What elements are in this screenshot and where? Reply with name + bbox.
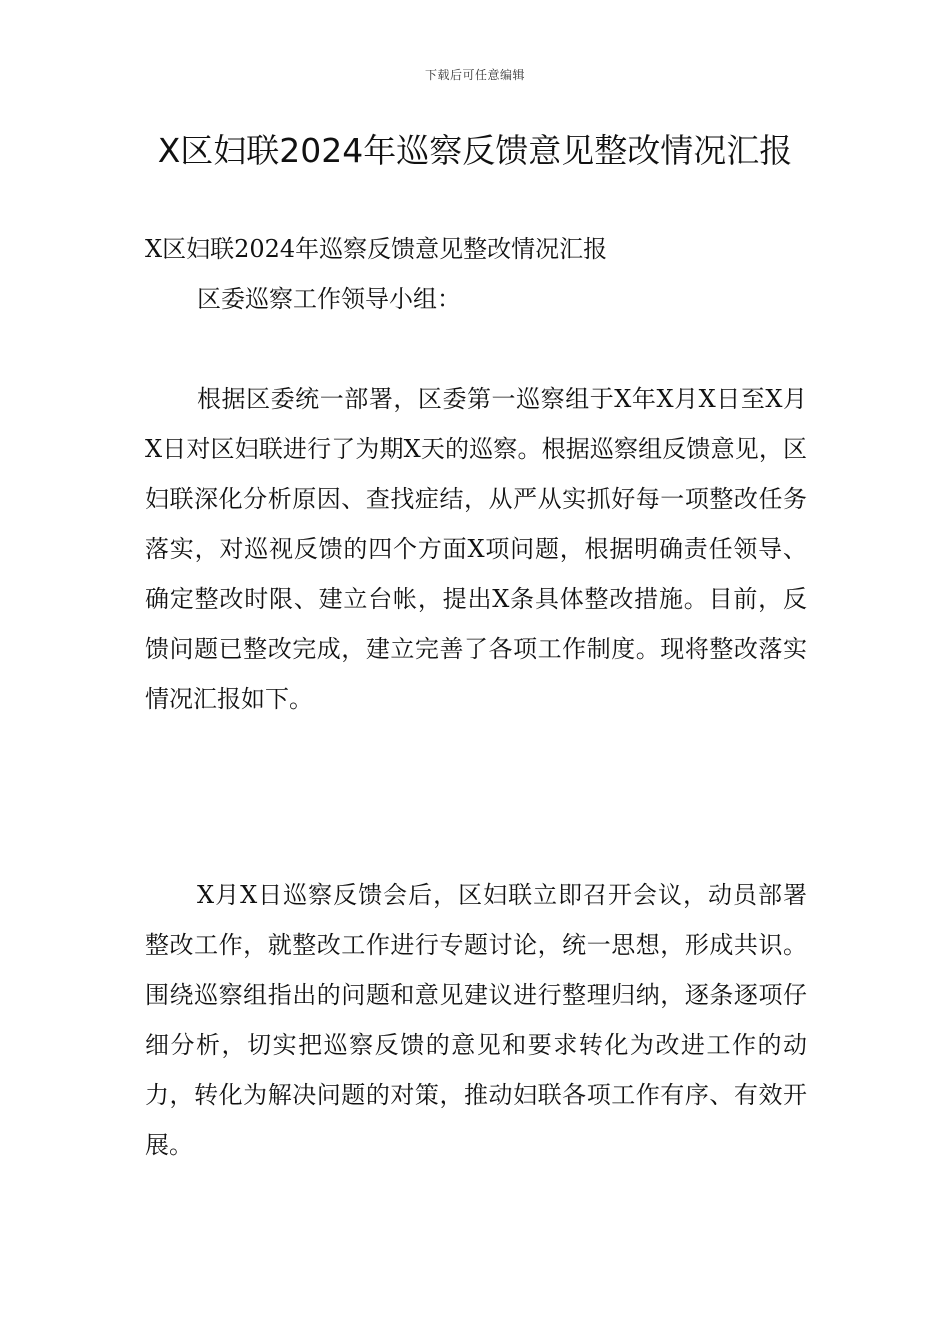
document-subtitle: X区妇联2024年巡察反馈意见整改情况汇报 [145,235,608,263]
document-title: X区妇联2024年巡察反馈意见整改情况汇报 [157,131,793,170]
paragraph-1: 根据区委统一部署，区委第一巡察组于X年X月X日至X月X日对区妇联进行了为期X天的巡察。根据巡察组反馈意见，区妇联深化分析原因、查找症结，从严从实抓好每一项整改任务落实，对巡视反馈的四个方面X项问题，根据明确责任领导、确定整改时限、建立台帐，提出X条具体整改措施。目前，反馈问题已整改完成，建立完善了各项工作制度。现将整改落实情况汇报如下。 [145,385,807,713]
salutation: 区委巡察工作领导小组： [197,285,461,313]
header-note: 下载后可任意编辑 [424,68,525,82]
paragraph-2: X月X日巡察反馈会后，区妇联立即召开会议，动员部署整改工作，就整改工作进行专题讨论，统一思想，形成共识。围绕巡察组指出的问题和意见建议进行整理归纳，逐条逐项仔细分析，切实把巡察反馈的意见和要求转化为改进工作的动力，转化为解决问题的对策，推动妇联各项工作有序、有效开展。 [145,881,807,1159]
